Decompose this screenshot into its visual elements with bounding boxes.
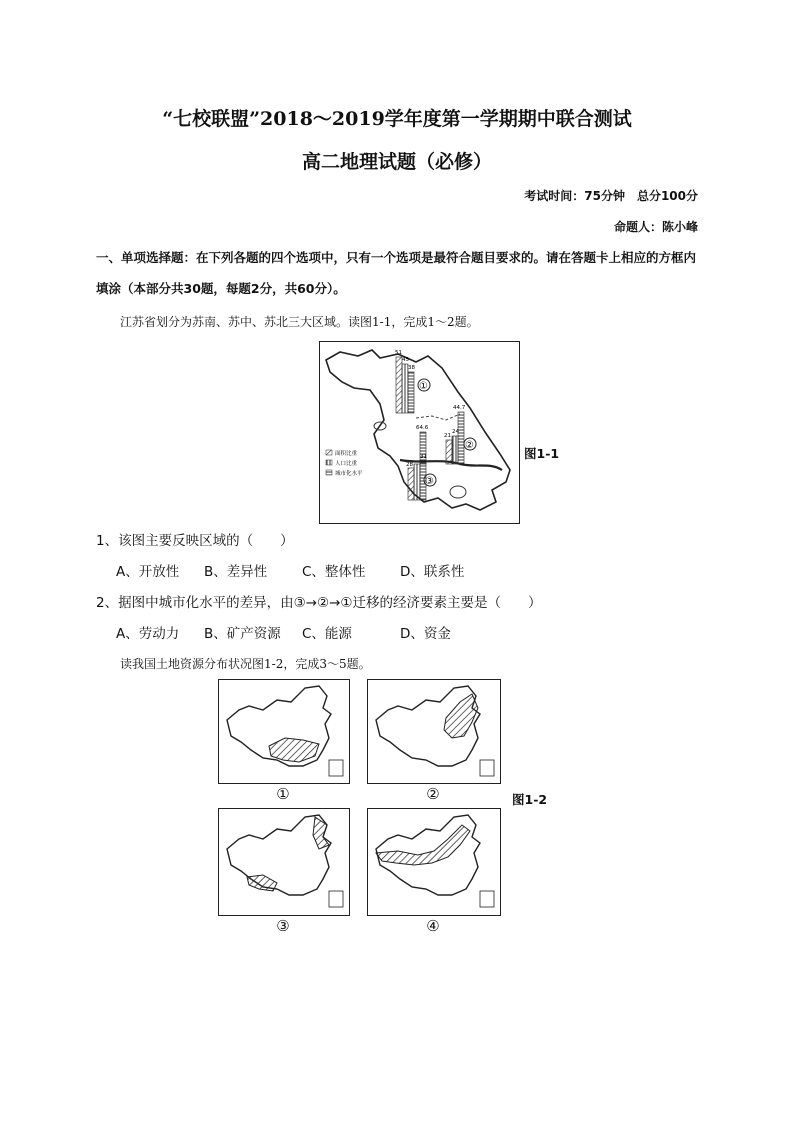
exam-time: 考试时间：75分钟 总分100分 bbox=[524, 189, 698, 203]
value-label: 51 bbox=[395, 350, 402, 356]
map-label-3: ③ bbox=[276, 917, 290, 935]
section-instructions: 一、单项选择题：在下列各题的四个选项中，只有一个选项是最符合题目要求的。请在答题卡上相应的方框内填涂（本部分共30题，每题2分，共60分）。 bbox=[96, 250, 697, 296]
q2-option-c[interactable]: C、能源 bbox=[302, 626, 352, 642]
legend-pop: 人口比重 bbox=[335, 461, 358, 467]
figure-1-1 bbox=[319, 341, 520, 524]
jiangsu-map bbox=[320, 342, 519, 523]
value-label: 28 bbox=[406, 462, 413, 468]
bar-r2-urban bbox=[458, 412, 464, 464]
bar-r3-area bbox=[408, 468, 414, 500]
figure-1-1-caption: 图1-1 bbox=[524, 446, 560, 461]
value-label: 45 bbox=[402, 357, 409, 363]
intro-figure-2: 读我国土地资源分布状况图1-2，完成3～5题。 bbox=[120, 657, 371, 671]
legend-urban: 城市化水平 bbox=[335, 471, 363, 477]
q2-option-d[interactable]: D、资金 bbox=[400, 626, 451, 642]
bar-r2-area bbox=[446, 440, 452, 464]
question-1-stem: 1、该图主要反映区域的（ ） bbox=[96, 533, 294, 549]
q1-option-c[interactable]: C、整体性 bbox=[302, 564, 366, 580]
bar-r1-urban bbox=[408, 372, 414, 413]
region-label-2: ② bbox=[465, 440, 474, 451]
china-map-2 bbox=[367, 679, 501, 784]
figure-1-2-caption: 图1-2 bbox=[512, 792, 548, 807]
value-label: 31 bbox=[420, 454, 427, 460]
bar-r1-area bbox=[396, 357, 402, 413]
exam-subtitle: 高二地理试题（必修） bbox=[301, 151, 492, 173]
legend-area: 面积比重 bbox=[335, 451, 358, 457]
region-label-1: ① bbox=[419, 381, 428, 392]
q1-option-a[interactable]: A、开放性 bbox=[116, 564, 180, 580]
map-label-2: ② bbox=[426, 785, 440, 803]
bar-r2-pop bbox=[452, 436, 458, 464]
region-label-3: ③ bbox=[425, 476, 434, 487]
q2-option-b[interactable]: B、矿产资源 bbox=[204, 626, 281, 642]
bar-r3-pop bbox=[414, 464, 420, 500]
bar-r1-pop bbox=[402, 364, 408, 413]
intro-figure-1: 江苏省划分为苏南、苏中、苏北三大区域。读图1-1，完成1～2题。 bbox=[120, 315, 479, 329]
value-label: 64.6 bbox=[416, 425, 429, 431]
value-label: 44.7 bbox=[453, 405, 466, 411]
value-label: 38 bbox=[408, 365, 415, 371]
q1-option-d[interactable]: D、联系性 bbox=[400, 564, 465, 580]
china-map-3 bbox=[218, 808, 350, 916]
exam-author: 命题人：陈小峰 bbox=[613, 220, 698, 234]
q2-option-a[interactable]: A、劳动力 bbox=[116, 626, 180, 642]
map-label-4: ④ bbox=[426, 917, 440, 935]
q1-option-b[interactable]: B、差异性 bbox=[204, 564, 268, 580]
value-label: 21 bbox=[444, 433, 451, 439]
china-map-4 bbox=[367, 808, 501, 916]
question-2-stem: 2、据图中城市化水平的差异，由③→②→①迁移的经济要素主要是（ ） bbox=[96, 595, 542, 611]
value-label: 24 bbox=[452, 429, 459, 435]
exam-title: “七校联盟”2018～2019学年度第一学期期中联合测试 bbox=[162, 108, 632, 130]
china-map-1 bbox=[218, 679, 350, 784]
map-label-1: ① bbox=[276, 785, 290, 803]
